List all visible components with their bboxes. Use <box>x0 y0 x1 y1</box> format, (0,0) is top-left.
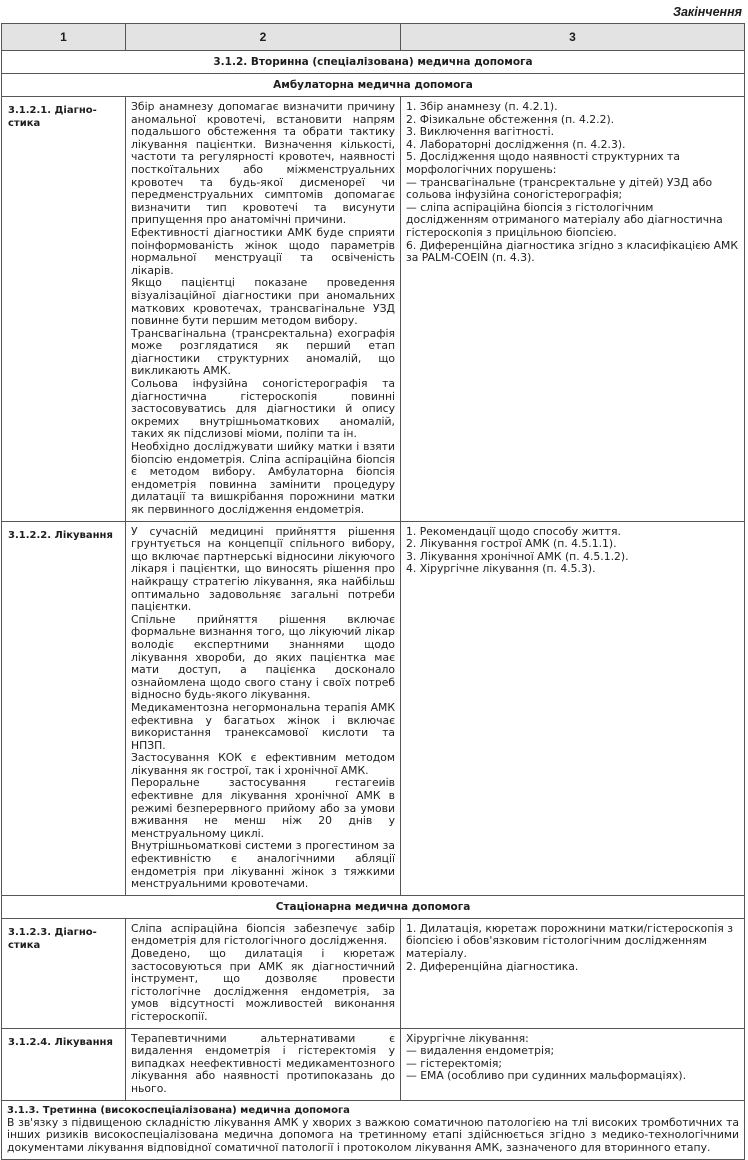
paragraph: 2. Лікування гострої АМК (п. 4.5.1.1). <box>406 537 617 551</box>
subsection-inpatient-title: Стаціонарна медична допомога <box>2 895 745 918</box>
paragraph: Медикаментозна негормональна терапія АМК ефективна у багатьох жінок і включає використання транексамової кислоти та НПЗП. <box>131 700 395 752</box>
paragraph: 1. Дилатація, кюретаж порожнини матки/гістероскопія з біопсією і обов'язковим гістологічним дослідженням матеріалу. <box>406 921 733 960</box>
row-label-text: 3.1.2.4. Лікування <box>8 1036 113 1048</box>
paragraph: Доведено, що дилатація і кюретаж застосовуються при АМК як діагностичний інструмент, що дозволяє провести гістологічне дослідження ендометрія, за умов відсутності можливостей виконання гістероскопії. <box>131 947 395 1023</box>
paragraph: 1. Збір анамнезу (п. 4.2.1). <box>406 100 558 113</box>
paragraph: 1. Рекомендації щодо способу життя. <box>406 524 621 538</box>
paragraph: 3. Лікування хронічної АМК (п. 4.5.1.2). <box>406 549 629 563</box>
table-row-treatment-ambulatory <box>2 521 745 895</box>
paragraph: 2. Фізикальне обстеження (п. 4.2.2). <box>406 112 615 126</box>
table-row-diagnostics-ambulatory <box>2 97 745 522</box>
continuation-label: Закінчення <box>672 5 742 19</box>
paragraph: Терапевтичними альтернативами є видалення ендометрія і гістеректомія у випадках неефективності медикаментозного лікування або наявності протипоказань до нього. <box>131 1031 395 1095</box>
row-actions <box>401 1028 745 1100</box>
paragraph: Сольова інфузійна соногістерографія та діагностична гістероскопія повинні застосовуватись для діагностики й опису окремих внутрішньоматкових аномалій, таких як підслизові міоми, поліпи та ін. <box>131 377 395 441</box>
row-label-text: 3.1.2.1. Діагно- стика <box>8 105 97 129</box>
paragraph: 4. Лабораторні дослідження (п. 4.2.3). <box>406 137 626 151</box>
row-rationale <box>126 97 401 522</box>
section-row <box>2 51 745 74</box>
paragraph: Внутрішньоматкові системи з прогестином за ефективністю є аналогічними абляції ендометрія при лікуванні жінок з тяжкими менструальними кровотечами. <box>131 839 395 891</box>
header-col-2: 2 <box>126 24 401 51</box>
row-label <box>2 918 126 1028</box>
table-row-treatment-inpatient <box>2 1028 745 1100</box>
paragraph: Ефективності діагностики АМК буде сприяти поінформованість жінок щодо параметрів нормальної менструації та освіченість лікарів. <box>131 225 395 277</box>
section-title: 3.1.2. Вторинна (спеціалізована) медична допомога <box>2 51 745 74</box>
paragraph: 5. Дослідження щодо наявності структурних та морфологічних порушень: <box>406 150 680 176</box>
row-rationale <box>126 918 401 1028</box>
paragraph: — ЕМА (особливо при судинних мальформаціях). <box>406 1069 687 1083</box>
paragraph: 6. Диференційна діагностика згідно з класифікацією АМК за PALM-COEIN (п. 4.3). <box>406 238 738 265</box>
tertiary-care-title: 3.1.3. Третинна (високоспеціалізована) медична допомога <box>7 1104 350 1116</box>
subsection-ambulatory-title: Амбулаторна медична допомога <box>2 74 745 97</box>
paragraph: Збір анамнезу допомагає визначити причину аномальної кровотечі, встановити напрям подальшого обстеження та обрати тактику лікування пацієнтки. Визначення кількості, частоти та регулярності кровотеч, наявності посткоїтальних або міжменструальних кровотеч та будь-якої дисменореї чи передменструальних симптомів допомагає визначити тип кровотечі та висунути припущення про анатомічні причини. <box>131 100 395 227</box>
table-row-diagnostics-inpatient <box>2 918 745 1028</box>
paragraph: Застосування КОК є ефективним методом лікування як гострої, так і хронічної АМК. <box>131 751 395 777</box>
row-rationale <box>126 521 401 895</box>
row-label-text: 3.1.2.3. Діагно- стика <box>8 926 97 951</box>
row-actions <box>401 521 745 895</box>
paragraph: — видалення ендометрія; <box>406 1044 555 1058</box>
row-label <box>2 1028 126 1100</box>
paragraph: Спільне прийняття рішення включає формальне визнання того, що лікуючий лікар володіє експертними знаннями щодо лікування хвороби, до яких пацієнтка має мати доступ, а пацієнка досконало ознайомлена щодо свого стану і своїх потреб відносно будь-якого лікування. <box>131 612 395 702</box>
paragraph: Трансвагінальна (трансректальна) ехографія може розглядатися як перший етап діагностики структурних аномалій, що викликають АМК. <box>131 326 395 378</box>
paragraph: — сліпа аспіраційна біопсія з гістологічним дослідженням отриманого матеріалу або діагностична гістероскопія з прицільною біопсією. <box>406 200 723 239</box>
tertiary-care-text: В зв'язку з підвищеною складністю лікування АМК у хворих з важкою соматичною патологією на тлі високих тромботичних та інших ризиків високоспеціалізована медична допомога на третинному етапі здійснюється згідно з медико-технологічними документами лікування відповідної соматичної патології і протоколом лікування АМК, зазначеного для вторинного етапу. <box>7 1115 739 1154</box>
header-col-3: 3 <box>401 24 745 51</box>
paragraph: 3. Виключення вагітності. <box>406 125 554 139</box>
row-rationale <box>126 1028 401 1100</box>
table-row-tertiary <box>2 1100 745 1160</box>
row-actions <box>401 97 745 522</box>
table-header-row <box>2 24 745 51</box>
protocol-table <box>1 23 745 1160</box>
paragraph: 4. Хірургічне лікування (п. 4.5.3). <box>406 562 596 576</box>
paragraph: Пероральне застосування гестагеиів ефективне для лікування хронічної АМК в режимі безперервного прийому або за умови вживання не менш ніж 20 днів у менструальному циклі. <box>131 776 395 840</box>
header-col-1: 1 <box>2 24 126 51</box>
paragraph: У сучасній медицині прийняття рішення грунтується на концепції спільного вибору, що включає партнерські відносини лікуючого лікаря і пацієнтки, що виносять рішення про найкращу стратегію лікування, яка найбільш оптимально задовольняє загальні потреби пацієнтки. <box>131 524 395 614</box>
row-label <box>2 521 126 895</box>
row-label <box>2 97 126 522</box>
paragraph: Якщо пацієнтці показане проведення візуалізаційної діагностики при аномальних маткових кровотечах, трансвагінальне УЗД повинне бути першим методом вибору. <box>131 276 395 328</box>
subsection-row-inpatient <box>2 895 745 918</box>
paragraph: Необхідно досліджувати шийку матки і взяти біопсію ендометрія. Сліпа аспіраційна біопсія є методом вибору. Амбулаторна біопсія ендометрія повинна замінити процедуру дилатації та вишкрібання порожнини матки як первинного дослідження ендометрія. <box>131 440 395 516</box>
tertiary-care-cell <box>2 1100 745 1160</box>
paragraph: 2. Диференційна діагностика. <box>406 959 579 973</box>
paragraph: — трансвагінальне (трансректальне у дітей) УЗД або сольова інфузійна соногістерографія; <box>406 175 713 202</box>
subsection-row-ambulatory <box>2 74 745 97</box>
paragraph: Хірургічне лікування: <box>406 1031 529 1045</box>
paragraph: — гістеректомія; <box>406 1056 502 1070</box>
row-label-text: 3.1.2.2. Лікування <box>8 529 113 541</box>
paragraph: Сліпа аспіраційна біопсія забезпечує забір ендометрія для гістологічного дослідження. <box>131 921 395 948</box>
row-actions <box>401 918 745 1028</box>
